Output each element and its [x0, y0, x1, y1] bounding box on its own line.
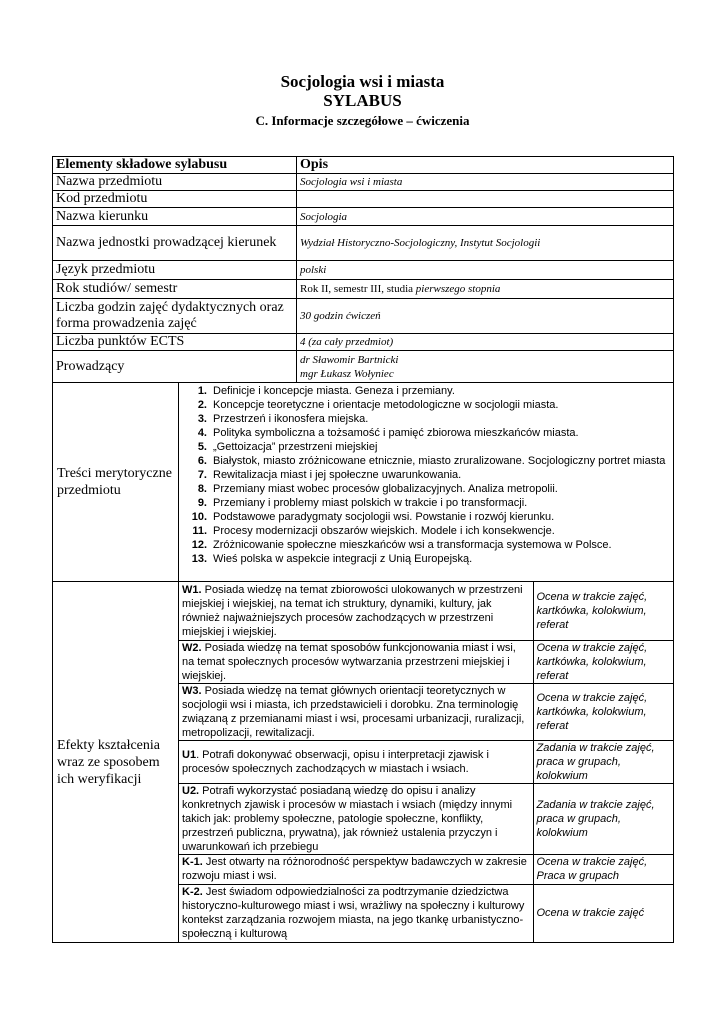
outcome-description: [179, 640, 533, 683]
document-type: SYLABUS: [323, 91, 402, 110]
outcomes-row: [53, 582, 674, 943]
list-item-number: 7.: [197, 469, 207, 481]
table-row: [179, 854, 673, 884]
row-label-language: Język przedmiotu: [53, 261, 297, 280]
outcome-code: U2.: [182, 784, 200, 797]
syllabus-table: [52, 156, 674, 943]
row-value-lecturers: [297, 351, 674, 383]
outcome-text: Posiada wiedzę na temat głównych orientacji teoretycznych w socjologii wsi i miasta, ich przedstawicieli i dorobku. Zna terminologię związaną z przemianami miast i wsi, procesami urbanizacji, ruralizacji, metropolizacji, rewitalizacji.: [182, 684, 525, 739]
list-item-text: Wieś polska w aspekcie integracji z Unią Europejską.: [213, 553, 473, 565]
outcomes-label: Efekty kształcenia wraz ze sposobem ich weryfikacji: [57, 737, 161, 787]
topics-list: [185, 384, 669, 566]
col-header-elements: Elementy składowe sylabusu: [53, 157, 297, 174]
list-item-text: Rewitalizacja miast i jej społeczne uwarunkowania.: [213, 469, 462, 481]
list-item: [185, 426, 669, 440]
content-row: [53, 383, 674, 582]
row-label-hours: Liczba godzin zajęć dydaktycznych oraz forma prowadzenia zajęć: [53, 299, 297, 334]
table-row: [179, 683, 673, 740]
table-row: [53, 174, 674, 191]
list-item-text: Przemiany miast wobec procesów globalizacyjnych. Analiza metropolii.: [213, 483, 558, 495]
list-item: [185, 412, 669, 426]
row-value-unit: Wydział Historyczno-Socjologiczny, Instytut Socjologii: [297, 226, 674, 261]
row-value-ects: 4 (za cały przedmiot): [297, 334, 674, 351]
outcome-text: Posiada wiedzę na temat sposobów funkcjonowania miast i wsi, na temat społecznych procesów wytwarzania przestrzeni miejskiej i wiejskiej.: [182, 641, 516, 682]
outcome-verification: Zadania w trakcie zajęć, praca w grupach, kolokwium: [533, 740, 673, 783]
outcome-code: W3.: [182, 684, 202, 697]
outcomes-table: [179, 582, 673, 942]
list-item-number: 10.: [191, 511, 207, 523]
table-row: [179, 783, 673, 854]
list-item: [185, 384, 669, 398]
row-label-lecturers: Prowadzący: [53, 351, 297, 383]
outcome-code: U1: [182, 748, 197, 761]
table-row: [53, 280, 674, 299]
outcome-description: [179, 582, 533, 640]
table-row: [53, 351, 674, 383]
section-heading: C. Informacje szczegółowe – ćwiczenia: [255, 113, 470, 128]
list-item: [185, 552, 669, 566]
list-item-number: 5.: [197, 441, 207, 453]
col-header-description: Opis: [297, 157, 674, 174]
outcome-verification: Ocena w trakcie zajęć, kartkówka, kolokwium, referat: [533, 683, 673, 740]
outcome-verification: Ocena w trakcie zajęć, Praca w grupach: [533, 854, 673, 884]
row-label-course-name: Nazwa przedmiotu: [53, 174, 297, 191]
row-label-year-semester: Rok studiów/ semestr: [53, 280, 297, 299]
list-item-number: 9.: [197, 497, 207, 509]
row-label-ects: Liczba punktów ECTS: [53, 334, 297, 351]
outcome-text: . Potrafi dokonywać obserwacji, opisu i interpretacji zjawisk i procesów społecznych zachodzących w miastach i wsiach.: [182, 748, 489, 775]
list-item-text: Procesy modernizacji obszarów wiejskich. Modele i ich konsekwencje.: [213, 525, 555, 537]
table-row: [53, 191, 674, 208]
row-value-course-code: [297, 191, 674, 208]
outcomes-cell: [53, 582, 674, 943]
outcome-description: [179, 740, 533, 783]
list-item-text: Koncepcje teoretyczne i orientacje metodologiczne w socjologii miasta.: [213, 399, 559, 411]
list-item-text: „Gettoizacja” przestrzeni miejskiej: [213, 441, 378, 453]
outcome-verification: Ocena w trakcie zajęć, kartkówka, kolokwium, referat: [533, 582, 673, 640]
row-value-course-name: Socjologia wsi i miasta: [297, 174, 674, 191]
list-item: [185, 468, 669, 482]
table-row: [53, 226, 674, 261]
outcome-code: W2.: [182, 641, 202, 654]
table-row: [53, 334, 674, 351]
study-level-text: pierwszego stopnia: [415, 283, 501, 295]
table-row: [179, 582, 673, 640]
table-header-row: [53, 157, 674, 174]
list-item-number: 2.: [197, 399, 207, 411]
outcome-code: K-2.: [182, 886, 203, 899]
list-item-number: 1.: [197, 385, 207, 397]
row-label-unit: Nazwa jednostki prowadzącej kierunek: [53, 226, 297, 261]
outcome-description: [179, 683, 533, 740]
lecturer-2: mgr Łukasz Wołyniec: [300, 367, 394, 380]
list-item: [185, 440, 669, 454]
list-item-number: 6.: [197, 455, 207, 467]
list-item-text: Podstawowe paradygmaty socjologii wsi. Powstanie i rozwój kierunku.: [213, 511, 555, 523]
list-item-text: Zróżnicowanie społeczne mieszkańców wsi a transformacja systemowa w Polsce.: [213, 539, 612, 551]
list-item-text: Przestrzeń i ikonosfera miejska.: [213, 413, 369, 425]
table-row: [53, 261, 674, 280]
list-item-number: 4.: [197, 427, 207, 439]
table-row: [53, 299, 674, 334]
outcome-description: [179, 783, 533, 854]
outcome-text: Potrafi wykorzystać posiadaną wiedzę do opisu i analizy konkretnych zjawisk i procesów w miastach i wsiach (między innymi takich jak: problemy społeczne, patologie społeczne, konflikty, przestrzeń publiczna, prywatna), jak również ustalenia przyczyn i uwarunkowań ich przebiegu: [182, 784, 513, 853]
row-value-hours: 30 godzin ćwiczeń: [297, 299, 674, 334]
row-value-field: Socjologia: [297, 208, 674, 226]
list-item-number: 13.: [191, 553, 207, 565]
list-item-number: 11.: [192, 525, 207, 537]
outcome-verification: Ocena w trakcie zajęć, kartkówka, kolokwium, referat: [533, 640, 673, 683]
table-row: [179, 640, 673, 683]
list-item-text: Definicje i koncepcje miasta. Geneza i przemiany.: [213, 385, 455, 397]
content-label: Treści merytoryczne przedmiotu: [57, 466, 172, 498]
year-semester-text: Rok II, semestr III, studia: [300, 283, 414, 295]
list-item: [185, 538, 669, 552]
course-title: Socjologia wsi i miasta: [280, 72, 445, 91]
table-row: [53, 208, 674, 226]
list-item: [185, 524, 669, 538]
list-item: [185, 454, 669, 468]
list-item: [185, 510, 669, 524]
row-value-language: polski: [297, 261, 674, 280]
list-item-text: Przemiany i problemy miast polskich w trakcie i po transformacji.: [213, 497, 528, 509]
outcome-text: Posiada wiedzę na temat zbiorowości ulokowanych w przestrzeni miejskiej i wiejskiej, na temat ich struktury, dynamiki, kultury, jak również najważniejszych procesów zachodzących w przestrzeni miejskiej i wiejskiej.: [182, 583, 523, 638]
content-cell: [53, 383, 674, 582]
list-item-number: 8.: [197, 483, 207, 495]
outcome-text: Jest otwarty na różnorodność perspektyw badawczych w zakresie rozwoju miast i wsi.: [182, 856, 527, 882]
table-row: [179, 884, 673, 942]
lecturer-1: dr Sławomir Bartnicki: [300, 353, 399, 366]
list-item: [185, 398, 669, 412]
outcome-code: W1.: [182, 583, 202, 596]
list-item-number: 12.: [191, 539, 207, 551]
row-label-field: Nazwa kierunku: [53, 208, 297, 226]
row-label-course-code: Kod przedmiotu: [53, 191, 297, 208]
outcome-description: [179, 884, 533, 942]
document-header: [0, 72, 725, 130]
list-item: [185, 496, 669, 510]
outcome-description: [179, 854, 533, 884]
list-item-number: 3.: [197, 413, 207, 425]
list-item-text: Polityka symboliczna a tożsamość i pamięć zbiorowa mieszkańców miasta.: [213, 427, 579, 439]
table-row: [179, 740, 673, 783]
outcome-verification: Ocena w trakcie zajęć: [533, 884, 673, 942]
list-item: [185, 482, 669, 496]
outcome-verification: Zadania w trakcie zajęć, praca w grupach, kolokwium: [533, 783, 673, 854]
row-value-year-semester: [297, 280, 674, 299]
outcome-code: K-1.: [182, 856, 203, 868]
outcome-text: Jest świadom odpowiedzialności za podtrzymanie dziedzictwa historyczno-kulturowego miast i wsi, wrażliwy na społeczny i kulturowy kontekst zarządzania rozwojem miasta, na jego tkankę urbanistyczno-społeczną i kulturową: [182, 886, 525, 941]
list-item-text: Białystok, miasto zróżnicowane etnicznie, miasto zruralizowane. Socjologiczny portret miasta: [213, 455, 666, 467]
